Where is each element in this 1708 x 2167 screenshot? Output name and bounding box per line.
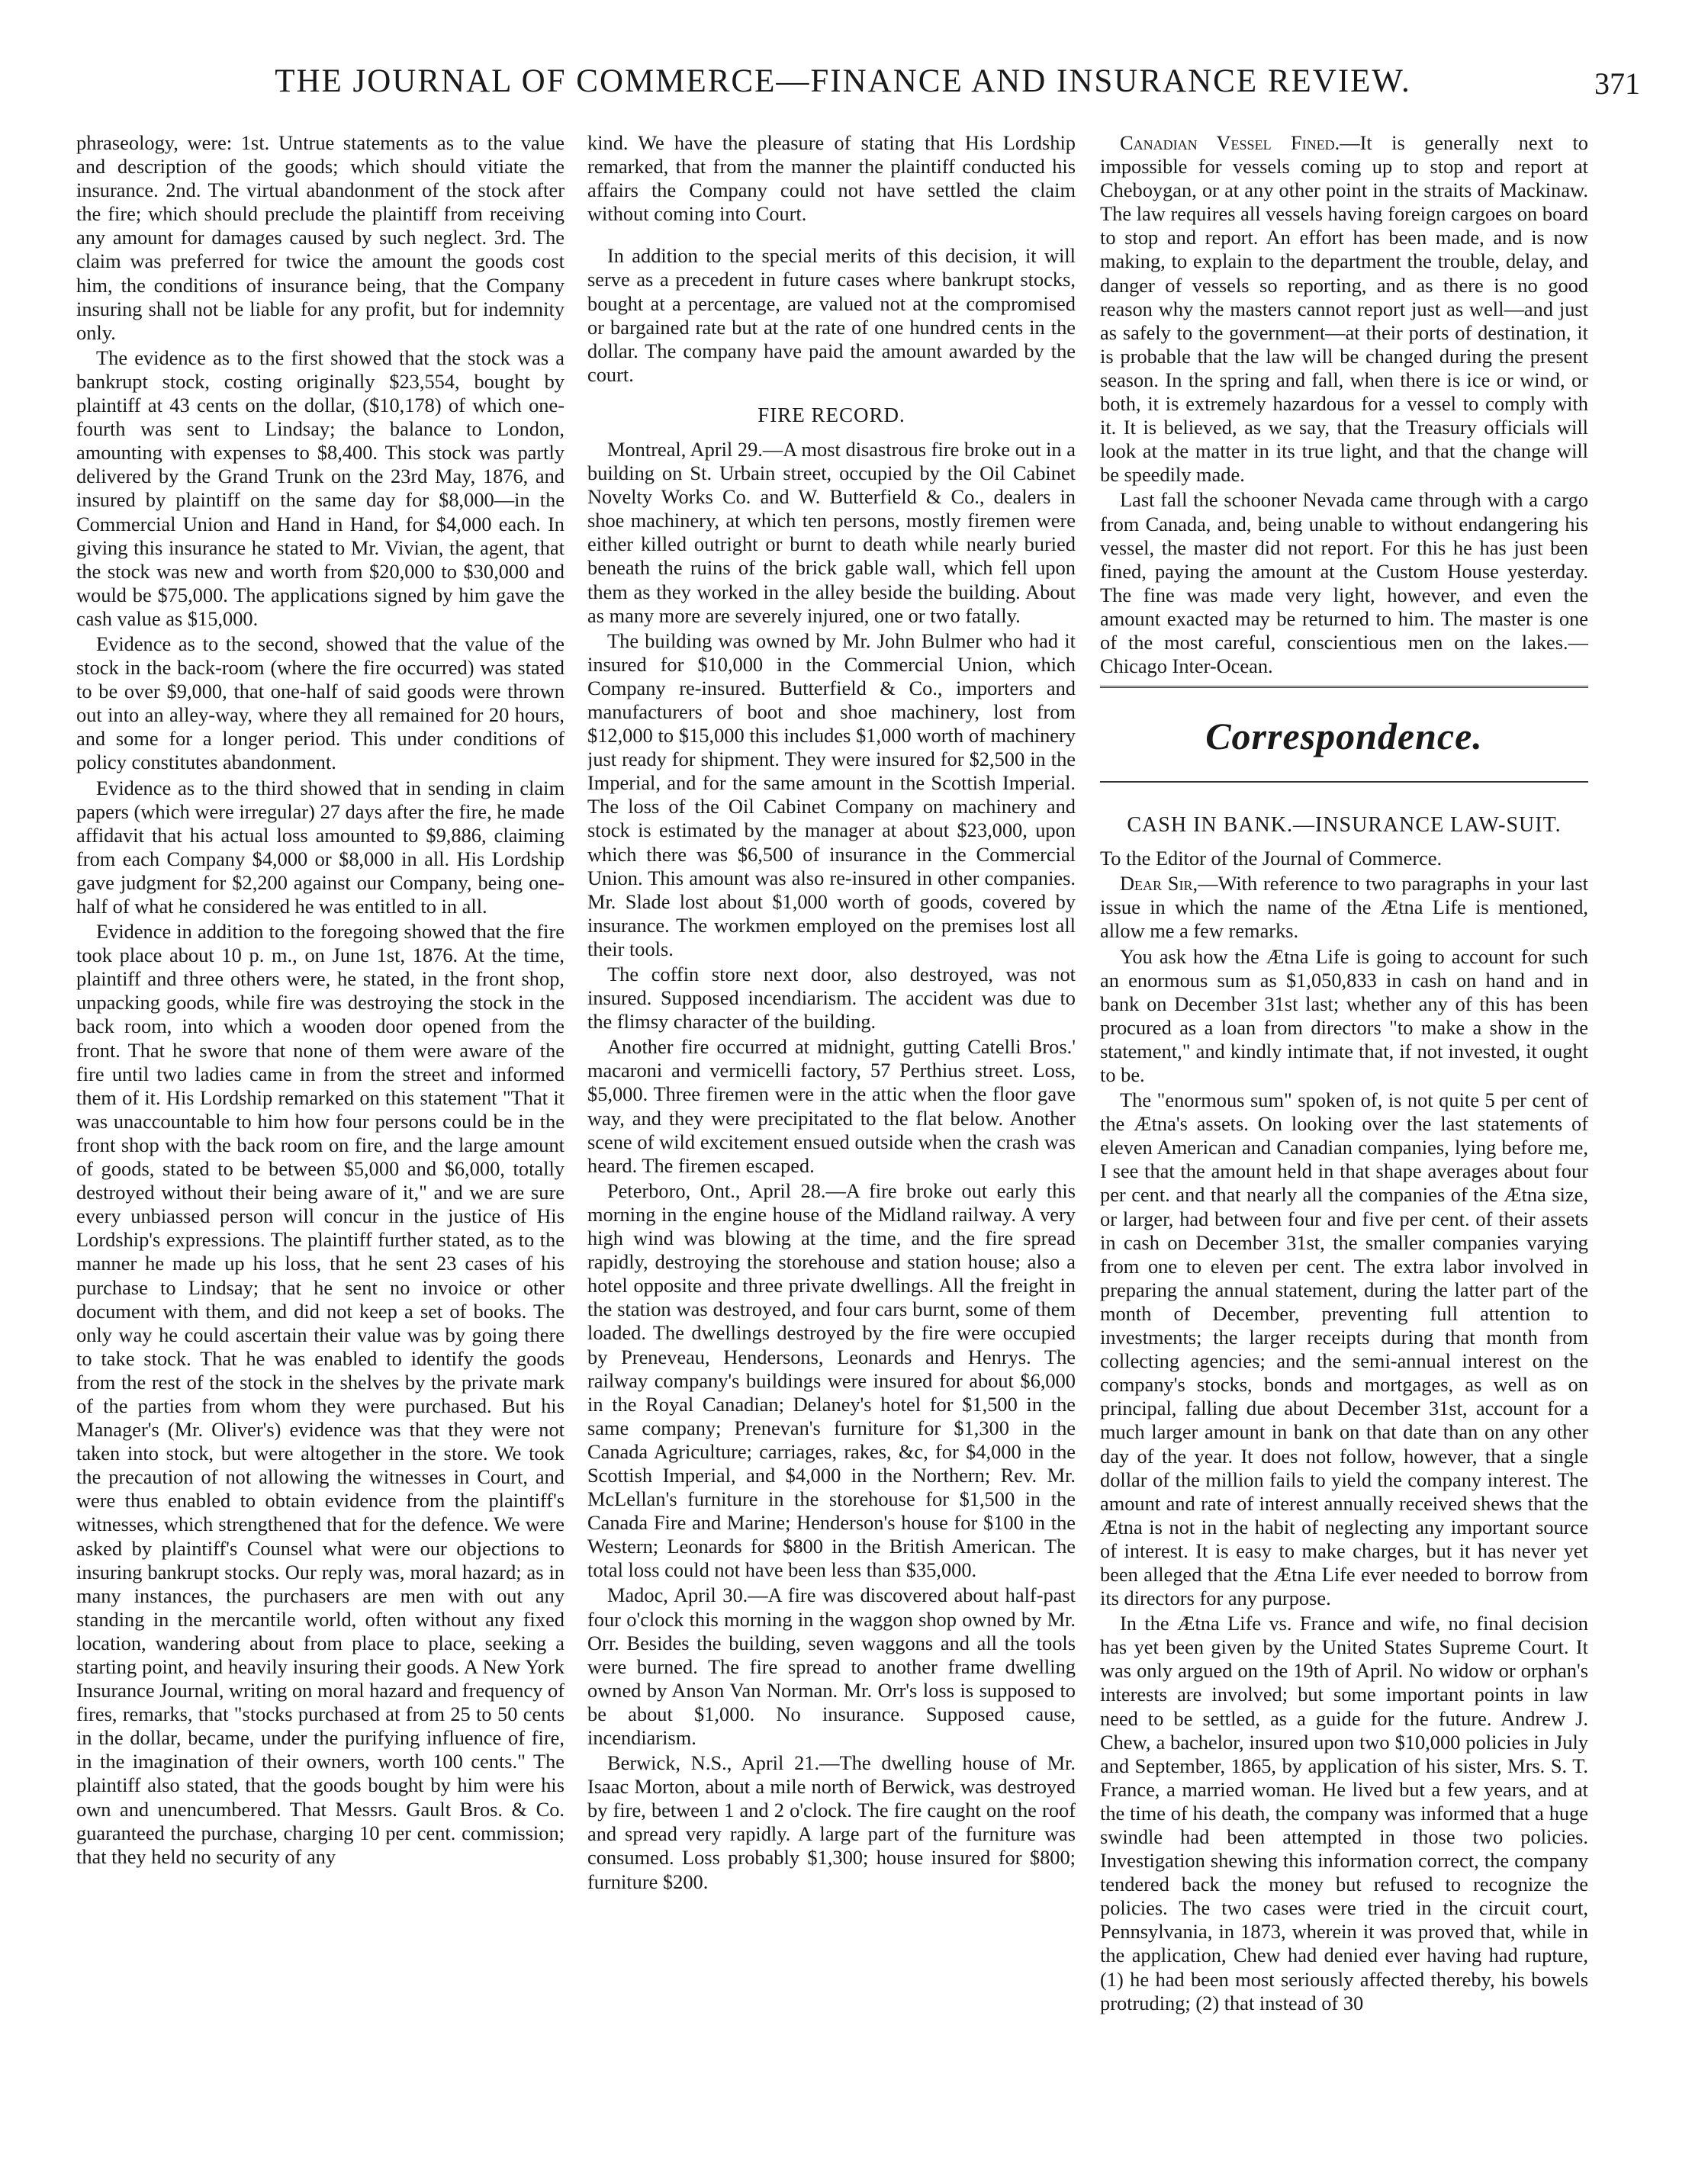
paragraph: phraseology, were: 1st. Untrue statements as to the value and description of the goods; which should vitiate the insurance. 2nd. The virtual abandonment of the stock after the fire; which should preclude the plaintiff from receiving any amount for damages caused by such neglect. 3rd. The claim was preferred for twice the amount the goods cost him, the conditions of insurance being, that the Company insuring shall not be liable for any profit, but for indemnity only. (76, 131, 565, 344)
article-heading: CASH IN BANK.—INSURANCE LAW-SUIT. (1127, 813, 1562, 838)
to-editor-line: To the Editor of the Journal of Commerce. (1100, 847, 1443, 870)
salutation: Dear Sir, (1120, 872, 1198, 895)
paragraph: Berwick, N.S., April 21.—The dwelling house of Mr. Isaac Morton, about a mile north of Berwick, was destroyed by fire, between 1 and 2 o'clock. The fire caught on the roof and spread very rapidly. A large part of the furniture was consumed. Loss probably $1,300; house insured for $800; furniture $200. (587, 1751, 1076, 1893)
column-left (76, 131, 565, 2084)
paragraph: In the Ætna Life vs. France and wife, no final decision has yet been given by the United States Supreme Court. It was only argued on the 19th of April. No widow or orphan's interests are involved; but some important points in law need to be settled, as a guide for the future. Andrew J. Chew, a bachelor, insured upon two $10,000 policies in July and September, 1865, by application of his sister, Mrs. S. T. France, a married woman. He lived but a few years, and at the time of his death, the company was informed that a huge swindle had been attempted in those two policies. Investigation shewing this information correct, the company tendered back the money but refused to recognize the policies. The two cases were tried in the circuit court, Pennsylvania, in 1873, wherein it was proved that, while in the application, Chew had denied ever having had rupture, (1) he had been most seriously affected thereby, his bowels protruding; (2) that instead of 30 (1100, 1612, 1588, 2014)
correspondence-heading: Correspondence. (1205, 715, 1483, 758)
paragraph-body: —It is generally next to impossible for vessels coming up to stop and report at Cheboygan, or at any other point in the straits of Mackinaw. The law requires all vessels having foreign cargoes on board to stop and report. An effort has been made, and is now making, to explain to the department the trouble, delay, and danger of vessels so reporting, and as there is no good reason why the masters cannot report just as well—and just as safely to the government—at their ports of destination, it is probable that the law will be changed during the present season. In the spring and fall, when there is ice or wind, or both, it is extremely hazardous for a vessel to comply with it. It is believed, as we say, that the Treasury officials will look at the matter in its true light, and that the change will be speedily made. (1100, 131, 1588, 487)
paragraph: Peterboro, Ont., April 28.—A fire broke out early this morning in the engine house of the Midland railway. A very high wind was blowing at the time, and the fire spread rapidly, destroying the storehouse and station house; also a hotel opposite and three private dwellings. All the freight in the station was destroyed, and four cars burnt, some of them loaded. The dwellings destroyed by the fire were occupied by Preneveau, Hendersons, Leonards and Henrys. The railway company's buildings were insured for about $6,000 in the Royal Canadian; Delaney's hotel for $1,500 in the same company; Prenevan's furniture for $1,300 in the Canada Agriculture; carriages, rakes, &c, for $4,000 in the Scottish Imperial, and $4,000 in the Northern; Rev. Mr. McLellan's furniture in the storehouse for $1,500 in the Canada Fire and Marine; Henderson's house for $100 in the Western; Leonards for $800 in the British American. The total loss could not have been less than $35,000. (587, 1178, 1076, 1582)
paragraph: Madoc, April 30.—A fire was discovered about half-past four o'clock this morning in the waggon shop owned by Mr. Orr. Besides the building, seven waggons and all the tools were burned. The fire spread to another frame dwelling owned by Anson Van Norman. Mr. Orr's loss is supposed to be about $1,000. No insurance. Supposed cause, incendiarism. (587, 1583, 1076, 1749)
paragraph-body: —With reference to two paragraphs in your last issue in which the name of the Ætna Life is mentioned, allow me a few remarks. (1100, 872, 1588, 943)
fire-record-heading: FIRE RECORD. (758, 403, 905, 426)
paragraph: The building was owned by Mr. John Bulmer who had it insured for $10,000 in the Commercial Union, which Company re-insured. Butterfield & Co., importers and manufacturers of boot and shoe machinery, lost from $12,000 to $15,000 this includes $1,000 worth of machinery just ready for shipment. They were insured for $2,500 in the Imperial, and for the same amount in the Scottish Imperial. The loss of the Oil Cabinet Company on machinery and stock is estimated by the manager at about $23,000, upon which there was $6,500 of insurance in the Commercial Union. This amount was also re-insured in other companies. Mr. Slade lost about $1,000 worth of goods, covered by insurance. The workmen employed on the premises lost all their tools. (587, 629, 1076, 960)
page-header (76, 63, 1640, 108)
paragraph: Last fall the schooner Nevada came through with a cargo from Canada, and, being unable to without endangering his vessel, the master did not report. For this he has just been fined, paying the amount at the Custom House yesterday. The fine was made very light, however, and even the amount exacted may be returned to him. The master is one of the most careful, conscientious men on the lakes.—Chicago Inter-Ocean. (1100, 488, 1588, 678)
page-number: 371 (1594, 66, 1640, 101)
paragraph: Evidence as to the second, showed that the value of the stock in the back-room (where the fire occurred) was stated to be over $9,000, that one-half of said goods were thrown out into an alley-way, where they all remained for 20 hours, and some for a longer period. This under conditions of policy constitutes abandonment. (76, 632, 565, 774)
paragraph: Evidence in addition to the foregoing showed that the fire took place about 10 p. m., on June 1st, 1876. At the time, plaintiff and three others were, he stated, in the front shop, unpacking goods, while fire was destroying the stock in the back room, into which a wooden door opened from the front. That he swore that none of them were aware of the fire until two ladies came in from the street and informed them of it. His Lordship remarked on this statement "That it was unaccountable to him how four persons could be in the front shop with the back room on fire, and the large amount of goods, stated to be between $5,000 and $6,000, totally destroyed without their being aware of it," and we are sure every unbiassed person will concur in the justice of His Lordship's expressions. The plaintiff further stated, as to the manner he made up his loss, that he sent 23 cases of his purchase to Lindsay; that he sent no invoice or other document with them, and did not keep a set of books. The only way he could ascertain their value was by going there to take stock. That he was enabled to identify the goods from the rest of the stock in the shelves by the private mark of the parties from whom they were purchased. But his Manager's (Mr. Oliver's) evidence was that they were not taken into stock, but were altogether in the store. We took the precaution of not allowing the witnesses in Court, and were thus enabled to obtain evidence from the plaintiff's witnesses, which strengthened that for the defence. We were asked by plaintiff's Counsel what were our objections to insuring bankrupt stocks. Our reply was, moral hazard; as in many instances, the purchasers are men with out any standing in the mercantile world, often without any fixed location, wandering about from place to place, seeking a starting point, and heavily insuring their goods. A New York Insurance Journal, writing on moral hazard and frequency of fires, remarks, that "stocks purchased at from 25 to 50 cents in the dollar, became, under the purifying influence of fire, in the imagination of their owners, worth 100 cents." The plaintiff also stated, that the goods bought by him were his own and unencumbered. That Messrs. Gault Bros. & Co. guaranteed the purchase, charging 10 per cent. commission; that they held no security of any (76, 920, 565, 1868)
paragraph: You ask how the Ætna Life is going to account for such an enormous sum as $1,050,833 in cash on hand and in bank on December 31st last; whether any of this has been procured as a loan from directors "to make a show in the statement," and kindly intimate that, if not invested, it ought to be. (1100, 944, 1588, 1086)
paragraph: The evidence as to the first showed that the stock was a bankrupt stock, costing originally $23,554, bought by plaintiff at 43 cents on the dollar, ($10,178) of which one-fourth was sent to Lindsay; the balance to London, amounting with expenses to $8,400. This stock was partly delivered by the Grand Trunk on the 23rd May, 1876, and insured by plaintiff on the same day for $8,000—in the Commercial Union and Hand in Hand, for $4,000 each. In giving this insurance he stated to Mr. Vivian, the agent, that the stock was new and worth from $20,000 to $30,000 and would be $75,000. The applications signed by him gave the cash value as $15,000. (76, 346, 565, 630)
column-right (1100, 131, 1588, 2084)
column-middle (587, 131, 1076, 2084)
section-rule (1100, 781, 1588, 783)
paragraph: Another fire occurred at midnight, gutting Catelli Bros.' macaroni and vermicelli factory, 57 Perthius street. Loss, $5,000. Three firemen were in the attic when the floor gave way, and they were precipitated to the flat below. Another scene of wild excitement ensued outside when the crash was heard. The firemen escaped. (587, 1035, 1076, 1177)
paragraph (1100, 131, 1588, 487)
paragraph: In addition to the special merits of this decision, it will serve as a precedent in future cases where bankrupt stocks, bought at a percentage, are valued not at the compromised or bargained rate but at the rate of one hundred cents in the dollar. The company have paid the amount awarded by the court. (587, 244, 1076, 386)
paragraph: The "enormous sum" spoken of, is not quite 5 per cent of the Ætna's assets. On looking over the last statements of eleven American and Canadian companies, lying before me, I see that the amount held in that shape averages about four per cent. and that nearly all the companies of the Ætna size, or larger, had between four and five per cent. of their assets in cash on December 31st, the smaller companies varying from one to eleven per cent. The extra labor involved in preparing the annual statement, during the latter part of the month of December, preventing full attention to investments; the larger receipts during that month from collecting agencies; and the semi-annual interest on the company's stocks, bonds and mortgages, as well as on principal, falling due about December 31st, account for a much larger amount in bank on that date than on any other day of the year. It does not follow, however, that a single dollar of the million fails to yield the company interest. The amount and rate of interest annually received shews that the Ætna is not in the habit of neglecting any important source of interest. It is easy to make charges, but it has never yet been alleged that the Ætna Life ever needed to borrow from its directors for any purpose. (1100, 1088, 1588, 1610)
paragraph: kind. We have the pleasure of stating that His Lordship remarked, that from the manner the plaintiff conducted his affairs the Company could not have settled the claim without coming into Court. (587, 131, 1076, 226)
section-rule (1100, 686, 1588, 688)
paragraph (1100, 872, 1588, 943)
paragraph-lead: Canadian Vessel Fined. (1120, 131, 1340, 154)
journal-title: THE JOURNAL OF COMMERCE—FINANCE AND INSURANCE REVIEW. (275, 63, 1411, 99)
paragraph: The coffin store next door, also destroyed, was not insured. Supposed incendiarism. The accident was due to the flimsy character of the building. (587, 963, 1076, 1034)
paragraph: Evidence as to the third showed that in sending in claim papers (which were irregular) 27 days after the fire, he made affidavit that his actual loss amounted to $9,886, claiming from each Company $4,000 or $8,000 in all. His Lordship gave judgment for $2,200 against our Company, being one-half of what he considered he was entitled to in all. (76, 776, 565, 918)
paragraph: Montreal, April 29.—A most disastrous fire broke out in a building on St. Urbain street, occupied by the Oil Cabinet Novelty Works Co. and W. Butterfield & Co., dealers in shoe machinery, at which ten persons, mostly firemen were either killed outright or burnt to death while nearly buried beneath the ruins of the brick gable wall, which fell upon them as they worked in the alley beside the building. About as many more are severely injured, one or two fatally. (587, 437, 1076, 627)
